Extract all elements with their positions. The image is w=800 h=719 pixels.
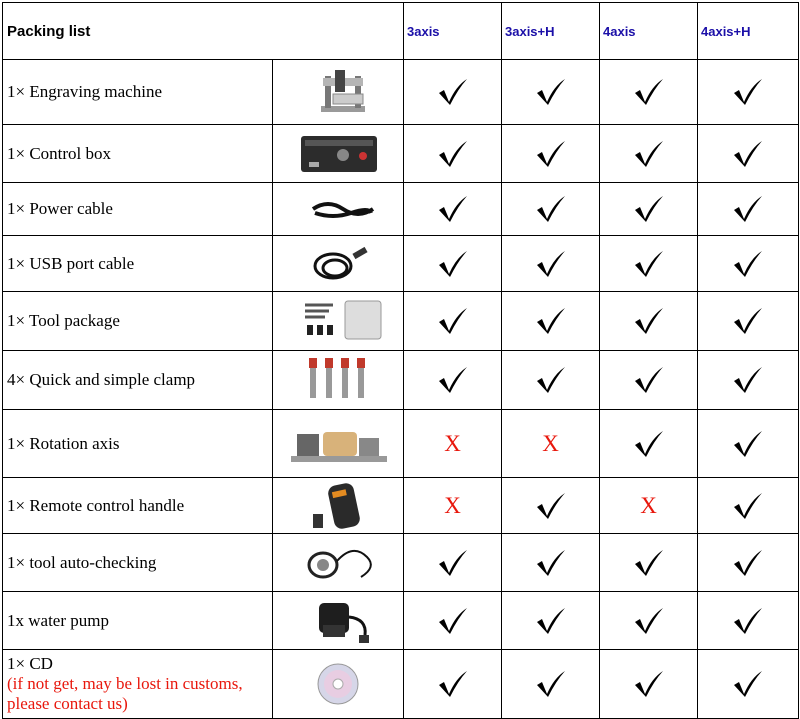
check-icon bbox=[600, 195, 697, 223]
check-icon bbox=[404, 670, 501, 698]
item-label: 1x water pump bbox=[7, 610, 109, 630]
table-row bbox=[3, 60, 799, 125]
cd-photo bbox=[273, 658, 403, 710]
mark-cell-3axis-h bbox=[502, 236, 600, 292]
mark-cell-3axis bbox=[404, 478, 502, 534]
mark-cell-3axis bbox=[404, 650, 502, 719]
col-header-3axis: 3axis bbox=[404, 3, 502, 60]
packing-list-table bbox=[2, 2, 799, 719]
engraving-machine-photo bbox=[273, 66, 403, 118]
mark-cell-4axis-h bbox=[698, 60, 799, 125]
item-cell bbox=[3, 183, 273, 236]
item-photo-cell bbox=[273, 125, 404, 183]
cross-icon: X bbox=[444, 493, 461, 518]
item-photo-cell bbox=[273, 351, 404, 410]
item-photo-cell bbox=[273, 478, 404, 534]
check-icon bbox=[404, 140, 501, 168]
item-photo-cell bbox=[273, 410, 404, 478]
mark-cell-3axis-h bbox=[502, 410, 600, 478]
item-photo-cell bbox=[273, 60, 404, 125]
check-icon bbox=[502, 307, 599, 335]
check-icon bbox=[698, 366, 798, 394]
item-photo-cell bbox=[273, 183, 404, 236]
mark-cell-3axis-h bbox=[502, 592, 600, 650]
check-icon bbox=[600, 250, 697, 278]
item-note: (if not get, may be lost in customs, please contact us) bbox=[7, 674, 243, 713]
check-icon bbox=[698, 549, 798, 577]
table-row bbox=[3, 351, 799, 410]
mark-cell-4axis bbox=[600, 292, 698, 351]
tool-checker-photo bbox=[273, 537, 403, 589]
check-icon bbox=[698, 307, 798, 335]
item-label: 4× Quick and simple clamp bbox=[7, 370, 196, 389]
item-photo-cell bbox=[273, 650, 404, 719]
mark-cell-4axis-h bbox=[698, 650, 799, 719]
table-row bbox=[3, 478, 799, 534]
item-label: 1× Control box bbox=[7, 143, 112, 163]
check-icon bbox=[502, 140, 599, 168]
remote-handle-photo bbox=[273, 480, 403, 532]
item-label: 1× Remote control handle bbox=[7, 495, 185, 515]
mark-cell-3axis bbox=[404, 236, 502, 292]
check-icon bbox=[404, 607, 501, 635]
item-label: 1× Power cable bbox=[7, 199, 113, 218]
item-photo-cell bbox=[273, 292, 404, 351]
check-icon bbox=[502, 670, 599, 698]
check-icon bbox=[698, 670, 798, 698]
check-icon bbox=[404, 549, 501, 577]
check-icon bbox=[404, 307, 501, 335]
mark-cell-3axis-h bbox=[502, 478, 600, 534]
check-icon bbox=[600, 307, 697, 335]
mark-cell-4axis-h bbox=[698, 183, 799, 236]
item-cell bbox=[3, 125, 273, 183]
usb-cable-photo bbox=[273, 238, 403, 290]
mark-cell-3axis bbox=[404, 351, 502, 410]
item-label: 1× USB port cable bbox=[7, 253, 135, 273]
check-icon bbox=[502, 607, 599, 635]
mark-cell-3axis bbox=[404, 292, 502, 351]
mark-cell-3axis bbox=[404, 410, 502, 478]
check-icon bbox=[404, 78, 501, 106]
cross-icon: X bbox=[542, 431, 559, 456]
tool-package-photo bbox=[273, 295, 403, 347]
table-row bbox=[3, 183, 799, 236]
mark-cell-4axis-h bbox=[698, 478, 799, 534]
mark-cell-4axis bbox=[600, 410, 698, 478]
mark-cell-4axis-h bbox=[698, 534, 799, 592]
item-label: 1× CD bbox=[7, 654, 53, 673]
power-cable-photo bbox=[273, 183, 403, 235]
item-cell bbox=[3, 292, 273, 351]
check-icon bbox=[600, 607, 697, 635]
clamps-photo bbox=[273, 354, 403, 406]
control-box-photo bbox=[273, 128, 403, 180]
item-photo-cell bbox=[273, 236, 404, 292]
check-icon bbox=[502, 250, 599, 278]
mark-cell-4axis bbox=[600, 351, 698, 410]
col-header-4axis-h: 4axis+H bbox=[698, 3, 799, 60]
check-icon bbox=[698, 607, 798, 635]
mark-cell-4axis-h bbox=[698, 125, 799, 183]
mark-cell-3axis bbox=[404, 534, 502, 592]
mark-cell-4axis-h bbox=[698, 351, 799, 410]
table-row bbox=[3, 125, 799, 183]
item-cell bbox=[3, 650, 273, 719]
mark-cell-4axis bbox=[600, 650, 698, 719]
cross-icon: X bbox=[640, 493, 657, 518]
packing-list-title: Packing list bbox=[3, 3, 404, 60]
table-row bbox=[3, 534, 799, 592]
mark-cell-3axis-h bbox=[502, 351, 600, 410]
check-icon bbox=[698, 250, 798, 278]
mark-cell-4axis bbox=[600, 183, 698, 236]
item-label: 1× Engraving machine bbox=[7, 82, 162, 101]
check-icon bbox=[600, 670, 697, 698]
mark-cell-3axis-h bbox=[502, 183, 600, 236]
cross-icon: X bbox=[444, 431, 461, 456]
mark-cell-4axis bbox=[600, 125, 698, 183]
item-label: 1× Tool package bbox=[7, 311, 120, 330]
check-icon bbox=[404, 195, 501, 223]
mark-cell-3axis-h bbox=[502, 60, 600, 125]
mark-cell-4axis-h bbox=[698, 592, 799, 650]
check-icon bbox=[698, 430, 798, 458]
check-icon bbox=[698, 140, 798, 168]
table-row bbox=[3, 292, 799, 351]
check-icon bbox=[404, 366, 501, 394]
item-photo-cell bbox=[273, 592, 404, 650]
mark-cell-4axis bbox=[600, 592, 698, 650]
mark-cell-4axis bbox=[600, 60, 698, 125]
check-icon bbox=[502, 549, 599, 577]
mark-cell-3axis bbox=[404, 60, 502, 125]
check-icon bbox=[698, 492, 798, 520]
table-row bbox=[3, 236, 799, 292]
check-icon bbox=[600, 140, 697, 168]
item-cell bbox=[3, 592, 273, 650]
table-row bbox=[3, 410, 799, 478]
check-icon bbox=[600, 366, 697, 394]
mark-cell-3axis bbox=[404, 183, 502, 236]
mark-cell-3axis-h bbox=[502, 125, 600, 183]
check-icon bbox=[502, 492, 599, 520]
mark-cell-3axis bbox=[404, 125, 502, 183]
table-row bbox=[3, 650, 799, 719]
header-row bbox=[3, 3, 799, 60]
item-cell bbox=[3, 60, 273, 125]
check-icon bbox=[698, 195, 798, 223]
item-cell bbox=[3, 351, 273, 410]
check-icon bbox=[600, 78, 697, 106]
check-icon bbox=[502, 78, 599, 106]
item-label: 1× tool auto-checking bbox=[7, 552, 157, 572]
item-label: 1× Rotation axis bbox=[7, 433, 120, 453]
col-header-3axis-h: 3axis+H bbox=[502, 3, 600, 60]
check-icon bbox=[698, 78, 798, 106]
mark-cell-3axis bbox=[404, 592, 502, 650]
item-cell bbox=[3, 534, 273, 592]
table-row bbox=[3, 592, 799, 650]
item-photo-cell bbox=[273, 534, 404, 592]
check-icon bbox=[600, 430, 697, 458]
col-header-4axis: 4axis bbox=[600, 3, 698, 60]
check-icon bbox=[502, 366, 599, 394]
mark-cell-3axis-h bbox=[502, 534, 600, 592]
mark-cell-4axis-h bbox=[698, 410, 799, 478]
mark-cell-4axis-h bbox=[698, 236, 799, 292]
water-pump-photo bbox=[273, 595, 403, 647]
mark-cell-4axis bbox=[600, 478, 698, 534]
rotation-axis-photo bbox=[273, 418, 403, 470]
item-cell bbox=[3, 410, 273, 478]
check-icon bbox=[600, 549, 697, 577]
mark-cell-4axis bbox=[600, 236, 698, 292]
mark-cell-4axis bbox=[600, 534, 698, 592]
item-cell bbox=[3, 478, 273, 534]
mark-cell-4axis-h bbox=[698, 292, 799, 351]
check-icon bbox=[404, 250, 501, 278]
item-cell bbox=[3, 236, 273, 292]
mark-cell-3axis-h bbox=[502, 292, 600, 351]
mark-cell-3axis-h bbox=[502, 650, 600, 719]
check-icon bbox=[502, 195, 599, 223]
